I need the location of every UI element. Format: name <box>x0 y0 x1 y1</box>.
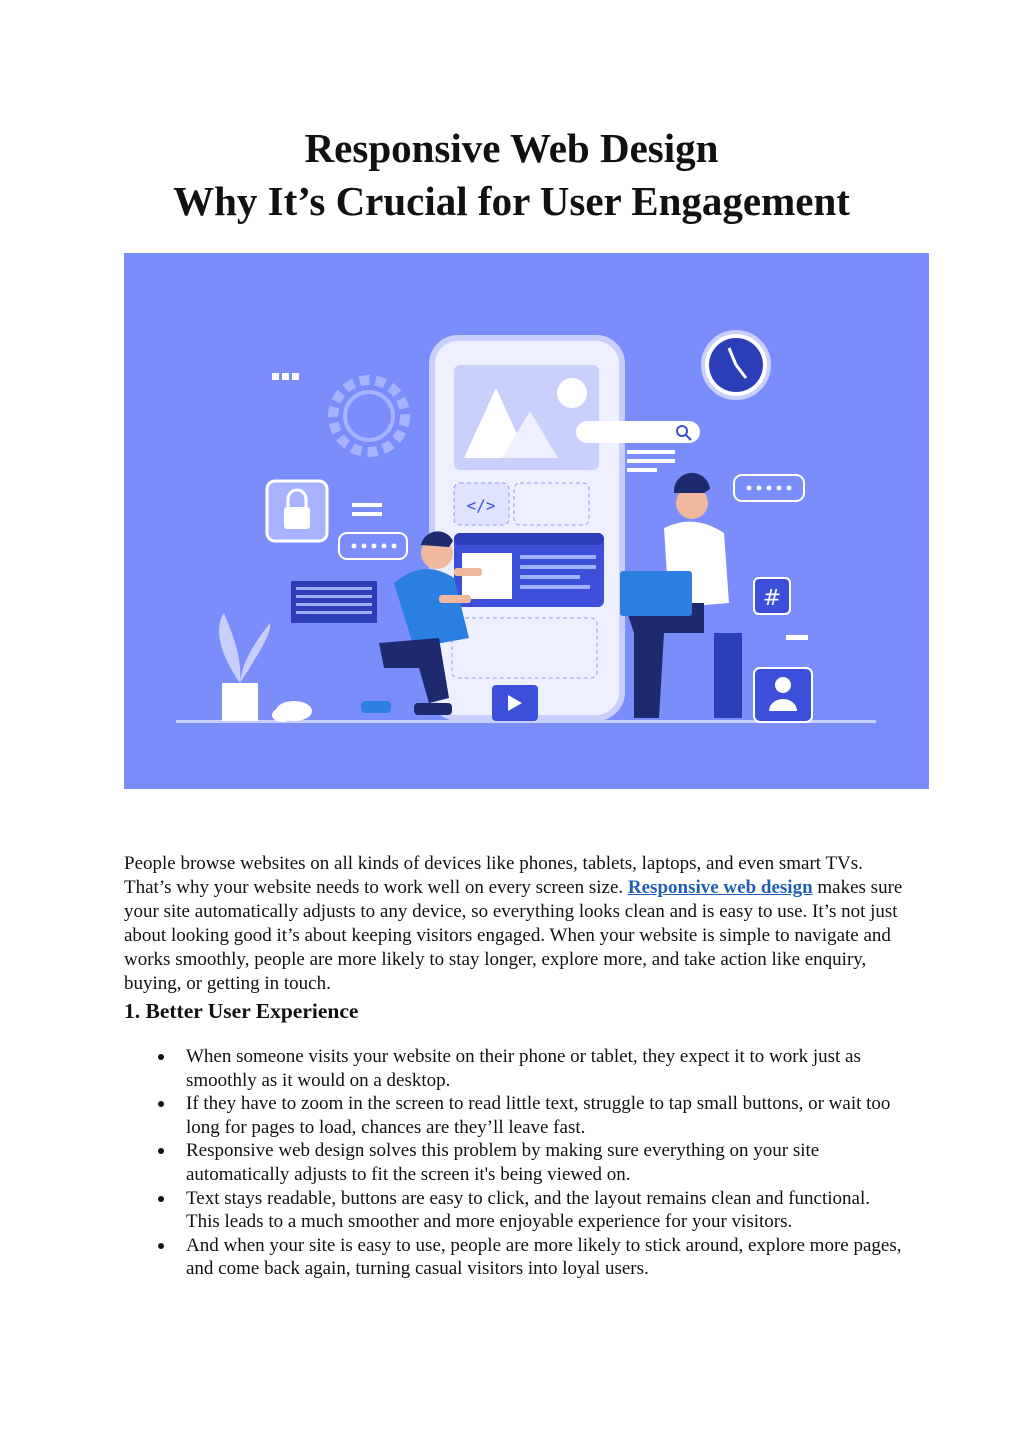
intro-text-after: makes sure your site automatically adjusts to any device, so everything looks clean and is easy to use. It’s not just about looking good it’s about keeping visitors engaged. When your website is simple to navigate and works smoothly, people are more likely to stay longer, explore more, and take action like enquiry, buying, or getting in touch. <box>124 877 903 994</box>
list-item <box>186 1187 906 1234</box>
plant <box>219 613 270 721</box>
bullet-icon <box>158 1243 164 1249</box>
list-item <box>186 1139 906 1186</box>
document-title <box>0 122 1023 228</box>
hashtag-icon <box>754 578 790 614</box>
list-item <box>186 1045 906 1092</box>
gear-icon <box>333 380 405 452</box>
search-bar <box>576 421 700 443</box>
bullet-list <box>186 1045 906 1281</box>
svg-text:#: # <box>762 586 782 611</box>
hero-illustration <box>124 253 929 789</box>
bullet-icon <box>158 1054 164 1060</box>
code-icon <box>467 496 496 515</box>
play-icon <box>492 685 538 721</box>
lock-icon <box>267 481 327 541</box>
person-with-laptop <box>620 473 742 718</box>
title-line-1: Responsive Web Design <box>304 125 719 171</box>
list-panel-icon <box>291 581 377 623</box>
user-icon <box>754 635 812 722</box>
bullet-icon <box>158 1101 164 1107</box>
cloud <box>272 701 312 722</box>
bullet-icon <box>158 1196 164 1202</box>
list-item-text: And when your site is easy to use, people are more likely to stick around, explore more pages, and come back again, turning casual visitors into loyal users. <box>186 1234 902 1280</box>
intro-text-before: People browse websites on all kinds of devices like phones, tablets, laptops, and even smart TVs. That’s why your website needs to work well on every screen size. <box>124 853 863 898</box>
list-item-text: When someone visits your website on their phone or tablet, they expect it to work just as smoothly as it would on a desktop. <box>186 1046 861 1091</box>
laptop <box>620 571 692 616</box>
list-item-text: Text stays readable, buttons are easy to click, and the layout remains clean and functional. This leads to a much smoother and more enjoyable experience for your visitors. <box>186 1187 871 1233</box>
list-item-text: If they have to zoom in the screen to read little text, struggle to tap small buttons, or wait too long for pages to load, chances are they’ll leave fast. <box>186 1093 891 1138</box>
phone-mockup <box>432 338 622 718</box>
intro-paragraph <box>124 852 914 996</box>
bullet-icon <box>158 1148 164 1154</box>
responsive-web-design-link[interactable]: Responsive web design <box>627 877 813 898</box>
title-line-2: Why It’s Crucial for User Engagement <box>173 178 850 224</box>
list-item-text: Responsive web design solves this problem by making sure everything on your site automatically adjusts to fit the screen it's being viewed on. <box>186 1140 820 1185</box>
clock-icon <box>703 332 769 398</box>
list-item <box>186 1234 906 1281</box>
dots-icon <box>272 373 299 380</box>
svg-text:</>: </> <box>466 496 496 515</box>
list-item <box>186 1092 906 1139</box>
section-heading: 1. Better User Experience <box>124 999 359 1023</box>
